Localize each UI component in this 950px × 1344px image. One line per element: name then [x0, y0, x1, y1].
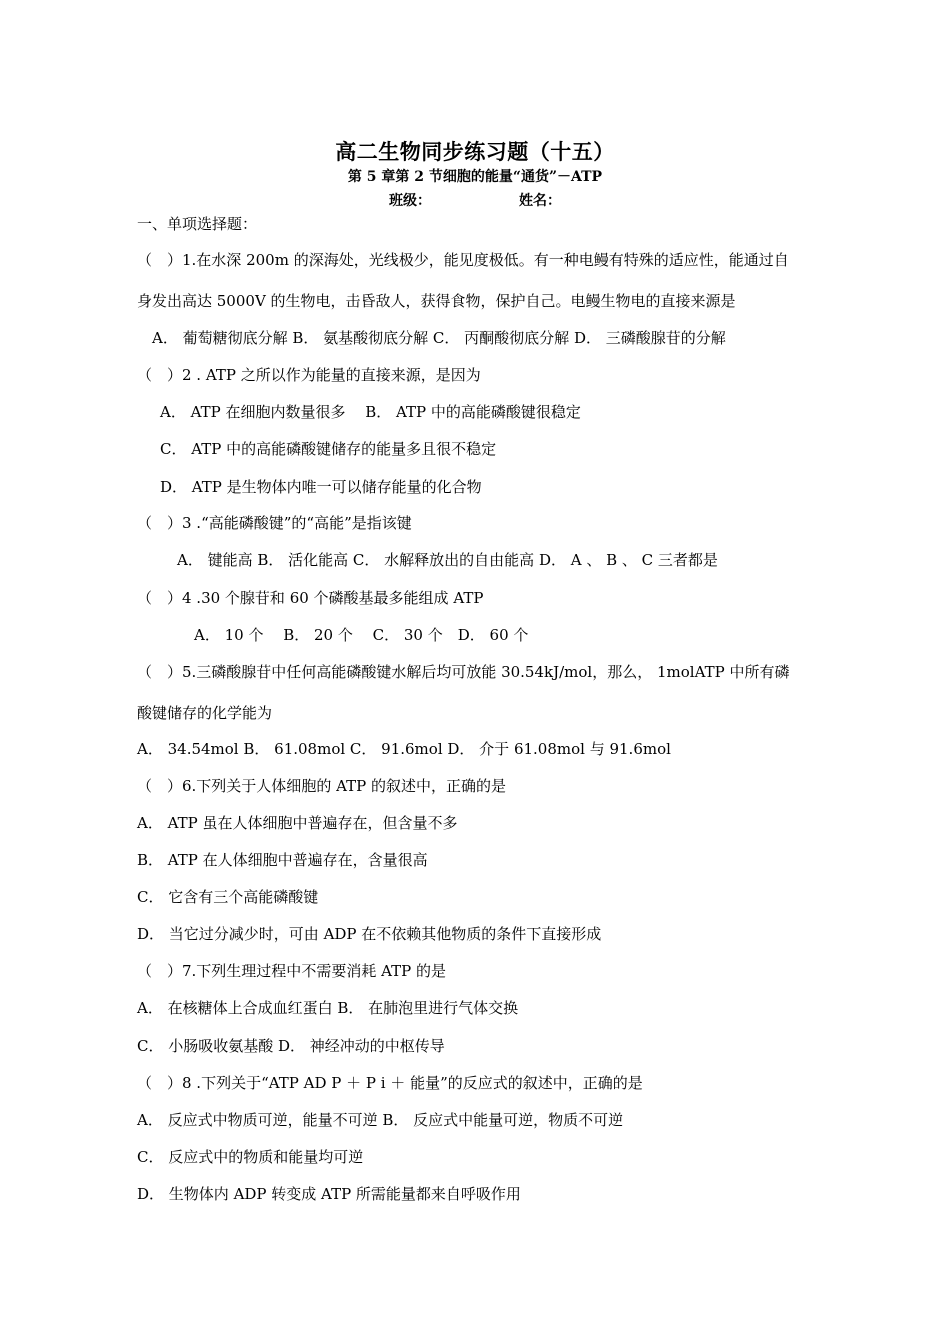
question-2-stem: （ ）2 . ATP 之所以作为能量的直接来源，是因为 [137, 366, 481, 384]
question-6-option-d: D． 当它过分减少时，可由 ADP 在不依赖其他物质的条件下直接形成 [137, 925, 602, 943]
name-label: 姓名： [519, 193, 561, 209]
class-label: 班级： [389, 193, 431, 209]
question-1-options: A． 葡萄糖彻底分解 B． 氨基酸彻底分解 C． 丙酮酸彻底分解 D． 三磷酸腺苷的分解 [152, 329, 726, 347]
question-6-stem: （ ）6.下列关于人体细胞的 ATP 的叙述中，正确的是 [137, 777, 506, 795]
page-subtitle: 第 5 章第 2 节细胞的能量“通货”－ATP [347, 169, 603, 185]
question-8-option-d: D． 生物体内 ADP 转变成 ATP 所需能量都来自呼吸作用 [137, 1185, 521, 1203]
page-title: 高二生物同步练习题（十五） [335, 139, 615, 164]
question-6-option-c: C． 它含有三个高能磷酸键 [137, 888, 319, 906]
question-3-stem: （ ）3 .“高能磷酸键”的“高能”是指该键 [137, 514, 412, 532]
question-4-options: A． 10 个 B． 20 个 C． 30 个 D． 60 个 [194, 626, 529, 644]
question-2-option-d: D． ATP 是生物体内唯一可以储存能量的化合物 [160, 478, 482, 496]
question-1-line-2: 身发出高达 5000V 的生物电，击昏敌人，获得食物，保护自己。电鳗生物电的直接来源是 [137, 292, 736, 310]
question-8-stem: （ ）8 .下列关于“ATP AD P ＋ P i ＋ 能量”的反应式的叙述中，正确的是 [137, 1074, 643, 1092]
question-5-line-2: 酸键储存的化学能为 [137, 704, 273, 722]
question-7-option-ab: A． 在核糖体上合成血红蛋白 B． 在肺泡里进行气体交换 [137, 999, 519, 1017]
question-3-options: A． 键能高 B． 活化能高 C． 水解释放出的自由能高 D． A 、 B 、 C 三者都是 [177, 551, 718, 569]
question-4-stem: （ ）4 .30 个腺苷和 60 个磷酸基最多能组成 ATP [137, 589, 484, 607]
question-6-option-b: B． ATP 在人体细胞中普遍存在，含量很高 [137, 851, 428, 869]
class-name-line [0, 190, 950, 210]
section-heading: 一、单项选择题： [137, 215, 258, 233]
question-8-option-ab: A． 反应式中物质可逆，能量不可逆 B． 反应式中能量可逆，物质不可逆 [137, 1111, 624, 1129]
question-2-option-c: C． ATP 中的高能磷酸键储存的能量多且很不稳定 [160, 440, 497, 458]
question-1-line-1: （ ）1.在水深 200m 的深海处，光线极少，能见度极低。有一种电鳗有特殊的适应性，能通过自 [137, 251, 789, 269]
question-6-option-a: A． ATP 虽在人体细胞中普遍存在，但含量不多 [137, 814, 458, 832]
question-5-line-1: （ ）5.三磷酸腺苷中任何高能磷酸键水解后均可放能 30.54kJ/mol，那么， 1molATP 中所有磷 [137, 663, 790, 681]
question-5-options: A． 34.54mol B． 61.08mol C． 91.6mol D． 介于 61.08mol 与 91.6mol [137, 740, 671, 758]
question-8-option-c: C． 反应式中的物质和能量均可逆 [137, 1148, 364, 1166]
question-2-option-ab: A． ATP 在细胞内数量很多 B． ATP 中的高能磷酸键很稳定 [160, 403, 581, 421]
question-7-option-cd: C． 小肠吸收氨基酸 D． 神经冲动的中枢传导 [137, 1037, 445, 1055]
question-7-stem: （ ）7.下列生理过程中不需要消耗 ATP 的是 [137, 962, 446, 980]
